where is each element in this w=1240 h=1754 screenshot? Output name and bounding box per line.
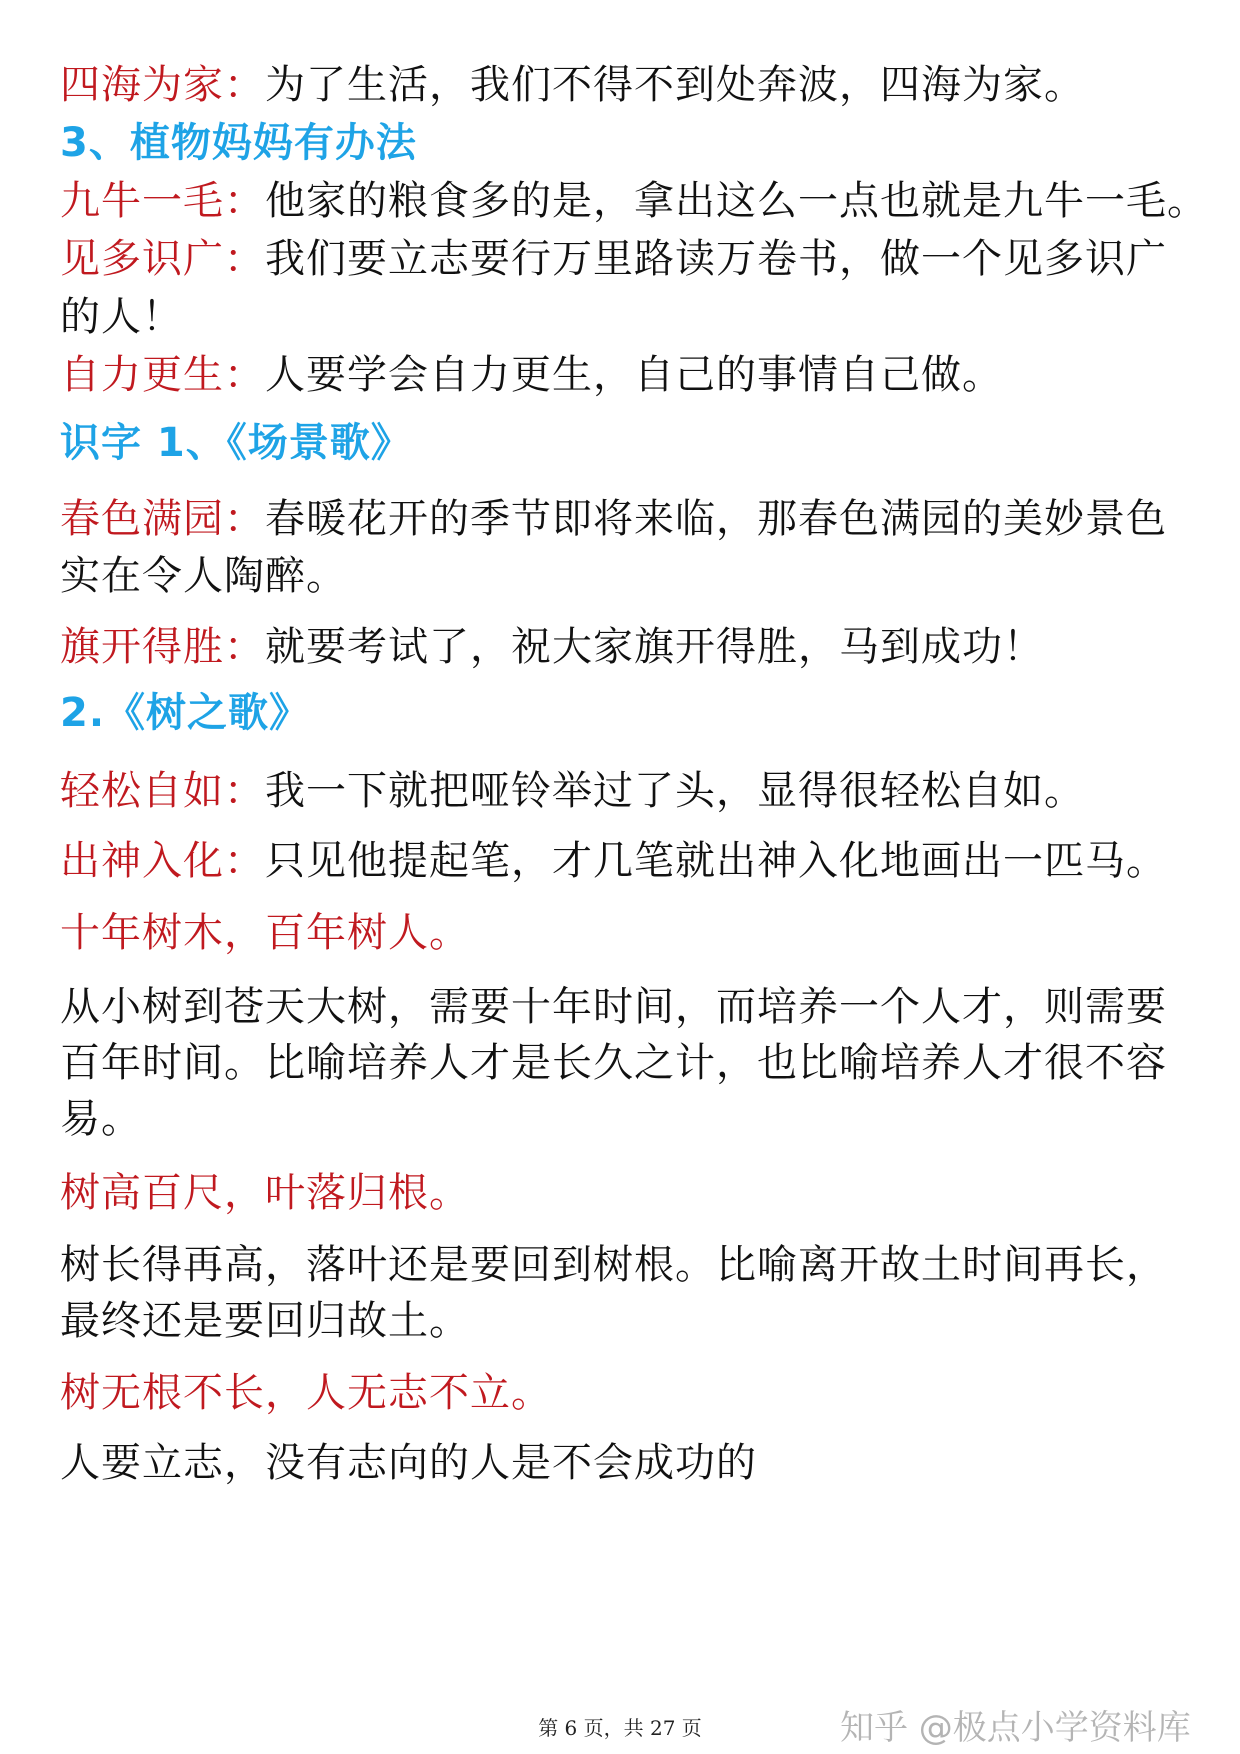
idiom-term: 春色满园： xyxy=(60,496,265,542)
idiom-line xyxy=(60,62,1190,108)
proverb-title: 树高百尺，叶落归根。 xyxy=(60,1170,470,1216)
idiom-term: 四海为家： xyxy=(60,62,265,108)
idiom-line xyxy=(60,624,1190,670)
idiom-sentence: 他家的粮食多的是，拿出这么一点也就是九牛一毛。 xyxy=(265,178,1208,224)
proverb-explanation-line: 树长得再高，落叶还是要回到树根。比喻离开故土时间再长， xyxy=(60,1242,1167,1288)
watermark: 知乎 @极点小学资料库 xyxy=(840,1708,1191,1748)
idiom-line xyxy=(60,838,1190,884)
idiom-line xyxy=(60,236,1190,282)
idiom-sentence: 只见他提起笔，才几笔就出神入化地画出一匹马。 xyxy=(265,838,1167,884)
proverb-explanation-line: 从小树到苍天大树，需要十年时间，而培养一个人才，则需要 xyxy=(60,984,1167,1030)
proverb-explanation-line: 百年时间。比喻培养人才是长久之计，也比喻培养人才很不容 xyxy=(60,1040,1167,1086)
proverb-explanation-line: 人要立志，没有志向的人是不会成功的 xyxy=(60,1440,757,1486)
idiom-sentence: 人要学会自力更生，自己的事情自己做。 xyxy=(265,352,1003,398)
idiom-sentence: 我们要立志要行万里路读万卷书，做一个见多识广 xyxy=(265,236,1167,282)
page-number: 第 6 页，共 27 页 xyxy=(538,1716,702,1740)
idiom-sentence: 我一下就把哑铃举过了头，显得很轻松自如。 xyxy=(265,768,1085,814)
proverb-explanation-line: 易。 xyxy=(60,1096,142,1142)
idiom-sentence: 就要考试了，祝大家旗开得胜，马到成功！ xyxy=(265,624,1044,670)
section-heading: 3、植物妈妈有办法 xyxy=(60,120,417,166)
idiom-term: 旗开得胜： xyxy=(60,624,265,670)
idiom-line xyxy=(60,768,1190,814)
proverb-title: 树无根不长，人无志不立。 xyxy=(60,1370,552,1416)
idiom-term: 见多识广： xyxy=(60,236,265,282)
idiom-term: 九牛一毛： xyxy=(60,178,265,224)
idiom-sentence: 为了生活，我们不得不到处奔波，四海为家。 xyxy=(265,62,1085,108)
idiom-sentence-continued: 实在令人陶醉。 xyxy=(60,553,347,599)
idiom-line xyxy=(60,496,1190,542)
idiom-term: 自力更生： xyxy=(60,352,265,398)
idiom-sentence: 春暖花开的季节即将来临，那春色满园的美妙景色 xyxy=(265,496,1167,542)
idiom-sentence-continued: 的人！ xyxy=(60,294,183,340)
section-heading: 识字 1、《场景歌》 xyxy=(60,420,412,466)
proverb-title: 十年树木，百年树人。 xyxy=(60,910,470,956)
idiom-line xyxy=(60,352,1190,398)
idiom-term: 出神入化： xyxy=(60,838,265,884)
proverb-explanation-line: 最终还是要回归故土。 xyxy=(60,1298,470,1344)
section-heading: 2.《树之歌》 xyxy=(60,690,311,736)
idiom-term: 轻松自如： xyxy=(60,768,265,814)
idiom-line xyxy=(60,178,1208,224)
